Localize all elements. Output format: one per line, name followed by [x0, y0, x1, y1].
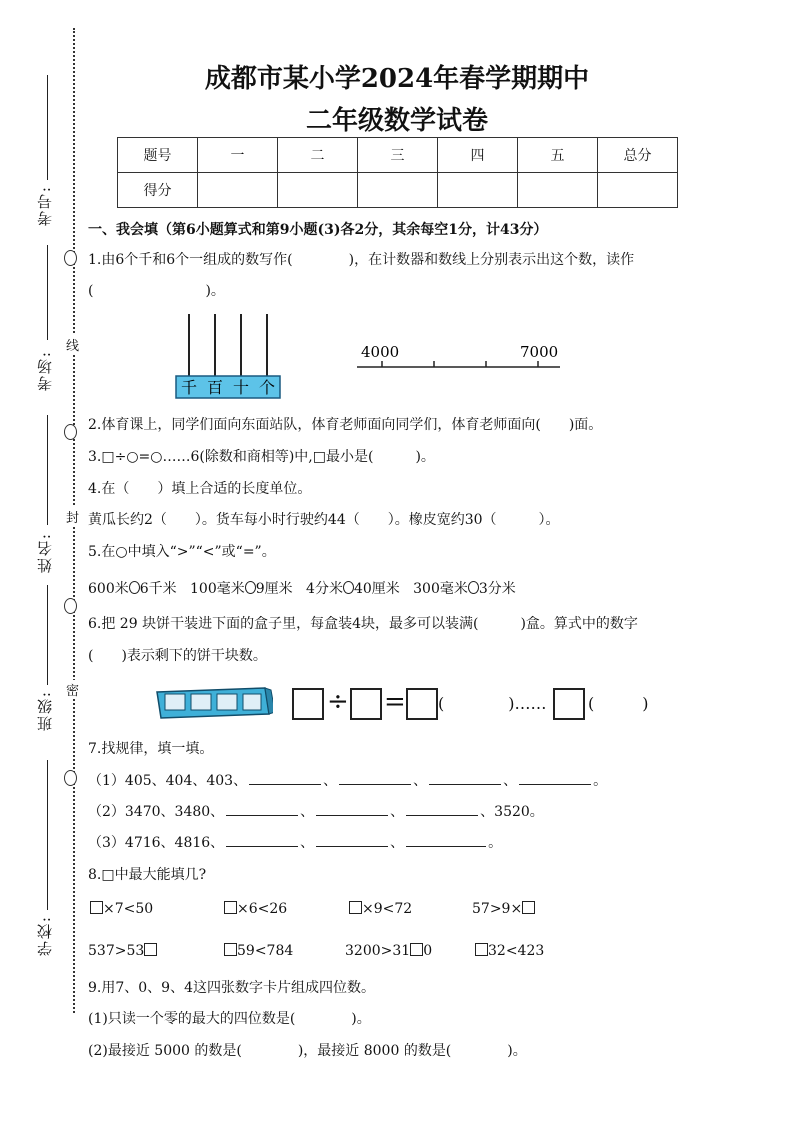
compare-circle[interactable]: [343, 581, 354, 594]
field-line-exam-room: [47, 245, 48, 340]
answer-square[interactable]: [349, 901, 362, 914]
answer-square[interactable]: [224, 943, 237, 956]
question-6-cont: ( )表示剩下的饼干块数。: [88, 648, 267, 664]
question-9-2: (2)最接近 5000 的数是( )，最接近 8000 的数是( )。: [88, 1043, 527, 1059]
score-header-cell: 二: [278, 138, 358, 173]
q5-term: 3分米: [478, 581, 516, 597]
answer-blank[interactable]: [406, 834, 486, 847]
compare-circle[interactable]: [129, 581, 140, 594]
equals-sign: =: [384, 687, 406, 717]
score-header-cell: 题号: [118, 138, 198, 173]
abacus-label-thousands: 千: [180, 378, 198, 397]
equation-box-remainder[interactable]: [553, 688, 585, 720]
question-5: 5.在○中填入“>”“<”或“=”。: [88, 544, 276, 560]
field-line-class: [47, 585, 48, 685]
field-class: 班级:: [36, 690, 54, 732]
answer-blank[interactable]: [429, 772, 501, 785]
answer-blank[interactable]: [519, 772, 591, 785]
question-6: 6.把 29 块饼干装进下面的盒子里，每盒装4块，最多可以装满( )盒。算式中的数字: [88, 616, 638, 632]
answer-square[interactable]: [144, 943, 157, 956]
score-table: [117, 137, 678, 208]
q5-term: 100毫米: [190, 581, 245, 597]
numberline-end-label: 7000: [520, 343, 559, 361]
score-cell[interactable]: [198, 173, 278, 208]
question-4-items: 黄瓜长约2（ ）。货车每小时行驶约44（ ）。橡皮宽约30（ ）。: [88, 512, 560, 528]
abacus-label-ones: 个: [258, 378, 276, 397]
question-1-cont: ( )。: [88, 283, 225, 299]
answer-blank[interactable]: [406, 803, 478, 816]
answer-blank[interactable]: [339, 772, 411, 785]
q8-item: 32<423: [475, 943, 544, 959]
answer-blank[interactable]: [249, 772, 321, 785]
remainder-unit-paren: ( ): [588, 694, 649, 713]
field-line-school: [47, 760, 48, 910]
equation-box-quotient[interactable]: [406, 688, 438, 720]
answer-square[interactable]: [410, 943, 423, 956]
q8-item: ×7<50: [90, 901, 153, 917]
q5-term: 4分米: [306, 581, 343, 597]
q7-3-sequence: （3）4716、4816、: [88, 835, 225, 851]
abacus-figure: [172, 310, 284, 400]
cookie-box-image: [153, 684, 273, 724]
q5-term: 600米: [88, 581, 129, 597]
q7-1-sequence: （1）405、404、403、: [88, 773, 248, 789]
answer-blank[interactable]: [226, 803, 298, 816]
question-7-2: （2）3470、3480、 、 、 、3520。: [88, 804, 544, 820]
score-cell[interactable]: [438, 173, 518, 208]
equation-box-dividend[interactable]: [292, 688, 324, 720]
binding-hole: [64, 424, 77, 440]
question-4: 4.在（ ）填上合适的长度单位。: [88, 481, 312, 497]
answer-square[interactable]: [224, 901, 237, 914]
numberline-start-label: 4000: [361, 343, 400, 361]
binding-hole: [64, 598, 77, 614]
field-school: 学校:: [36, 915, 54, 957]
answer-square[interactable]: [522, 901, 535, 914]
seal-char-seal: 封: [66, 507, 79, 526]
q7-2-end: 3520。: [494, 804, 544, 820]
answer-square[interactable]: [475, 943, 488, 956]
binding-hole: [64, 770, 77, 786]
equation-box-divisor[interactable]: [350, 688, 382, 720]
field-exam-room: 考场:: [36, 350, 54, 392]
q5-term: 300毫米: [413, 581, 468, 597]
q5-term: 9厘米: [255, 581, 293, 597]
field-exam-number: 考号:: [36, 185, 54, 227]
question-3: 3.□÷○=○……6(除数和商相等)中,□最小是( )。: [88, 449, 435, 465]
answer-blank[interactable]: [316, 834, 388, 847]
q8-item: 537>53: [88, 943, 157, 959]
binding-hole: [64, 250, 77, 266]
question-8: 8.□中最大能填几?: [88, 867, 207, 883]
page-title: 成都市某小学2024年春学期期中: [204, 64, 590, 94]
abacus-label-hundreds: 百: [206, 378, 224, 397]
question-9-1: (1)只读一个零的最大的四位数是( )。: [88, 1011, 371, 1027]
score-cell[interactable]: [598, 173, 678, 208]
q8-item: 3200>31 0: [345, 943, 433, 959]
answer-blank[interactable]: [316, 803, 388, 816]
compare-circle[interactable]: [245, 581, 256, 594]
score-header-cell: 总分: [598, 138, 678, 173]
question-7-1: （1）405、404、403、 、 、 、 。: [88, 773, 608, 789]
question-7: 7.找规律，填一填。: [88, 741, 214, 757]
score-cell[interactable]: [518, 173, 598, 208]
q8-item: 59<784: [224, 943, 293, 959]
score-cell[interactable]: [278, 173, 358, 208]
compare-circle[interactable]: [468, 581, 479, 594]
question-5-items: [88, 578, 516, 598]
abacus-label-tens: 十: [232, 378, 250, 397]
divide-sign: ÷: [327, 687, 349, 717]
score-header-cell: 五: [518, 138, 598, 173]
q5-term: 40厘米: [353, 581, 400, 597]
question-7-3: （3）4716、4816、 、 、 。: [88, 835, 503, 851]
quotient-unit-paren: ( )……: [438, 694, 547, 713]
field-name: 姓名:: [36, 532, 54, 574]
q8-item: 57>9×: [472, 901, 535, 917]
score-header-cell: 三: [358, 138, 438, 173]
answer-blank[interactable]: [226, 834, 298, 847]
question-1: 1.由6个千和6个一组成的数写作( )，在计数器和数线上分别表示出这个数，读作: [88, 252, 635, 268]
q7-2-sequence: （2）3470、3480、: [88, 804, 225, 820]
question-2: 2.体育课上，同学们面向东面站队，体育老师面向同学们，体育老师面向( )面。: [88, 417, 603, 433]
question-9: 9.用7、0、9、4这四张数字卡片组成四位数。: [88, 980, 375, 996]
q5-term: 6千米: [139, 581, 177, 597]
field-line-name: [47, 415, 48, 525]
page-subtitle: 二年级数学试卷: [305, 106, 488, 136]
section-heading: 一、我会填（第6小题算式和第9小题(3)各2分，其余每空1分，计43分）: [88, 222, 548, 238]
q8-item: ×6<26: [224, 901, 287, 917]
score-header-cell: 一: [198, 138, 278, 173]
seal-char-secret: 密: [66, 680, 79, 699]
number-line: [355, 340, 565, 375]
score-header-cell: 四: [438, 138, 518, 173]
q8-item: ×9<72: [349, 901, 412, 917]
score-label-cell: 得分: [118, 173, 198, 208]
answer-square[interactable]: [90, 901, 103, 914]
score-cell[interactable]: [358, 173, 438, 208]
seal-char-line: 线: [66, 335, 79, 354]
